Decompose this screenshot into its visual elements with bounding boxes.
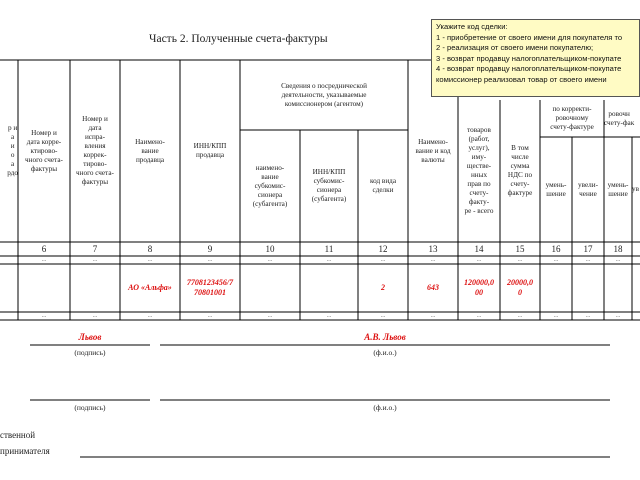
placeholder-dots: ... — [207, 313, 213, 319]
col-number: 14 — [474, 244, 484, 254]
col-number: 10 — [265, 244, 275, 254]
header-col-partial: р и а и о а рдо — [7, 124, 18, 177]
header-col14: товаров (работ, услуг), иму- ществе- нных прав по счету- факту- ре - всего — [464, 126, 494, 215]
header-col18b: ув — [632, 185, 639, 193]
tooltip-line: 3 - возврат продавцу налогоплательщиком-покупате — [436, 53, 622, 63]
currency-code: 643 — [427, 282, 439, 292]
col-number: 8 — [147, 244, 153, 254]
placeholder-dots: ... — [517, 313, 523, 319]
placeholder-dots: ... — [207, 257, 213, 263]
placeholder-dots: ... — [380, 257, 386, 263]
placeholder-dots: ... — [267, 257, 273, 263]
footer-text-1: ственной — [0, 430, 36, 440]
placeholder-dots: ... — [615, 313, 621, 319]
header-col9: ИНН/КПП продавца — [193, 142, 227, 159]
col-number: 12 — [378, 244, 388, 254]
header-agent-group: Сведения о посреднической деятельности, указываемые комиссионером (агентом) — [281, 81, 367, 108]
placeholder-dots: ... — [476, 257, 482, 263]
deal-code: 2 — [381, 282, 385, 292]
placeholder-dots: ... — [553, 313, 559, 319]
header-col15: В том числе сумма НДС по счету- фактуре — [507, 144, 533, 197]
caption-signature-2: (подпись) — [74, 402, 106, 412]
caption-fio-2: (ф.и.о.) — [373, 402, 397, 412]
header-col17: увели- чение — [578, 180, 598, 198]
tooltip-line: комиссионер реализовал товар от своего имени — [436, 74, 607, 84]
tooltip-line: 4 - возврат продавцу налогоплательщиком-покупате — [436, 64, 622, 73]
placeholder-dots: ... — [92, 257, 98, 263]
placeholder-dots: ... — [476, 313, 482, 319]
header-col13: Наимено- вание и код валюты — [415, 137, 451, 164]
caption-fio-1: (ф.и.о.) — [373, 347, 397, 357]
col-number: 9 — [207, 244, 213, 254]
placeholder-dots: ... — [517, 257, 523, 263]
placeholder-dots: ... — [147, 313, 153, 319]
tooltip-line: 1 - приобретение от своего имени для покупателя то — [436, 32, 623, 42]
col-number: 13 — [428, 244, 438, 254]
placeholder-dots: ... — [147, 257, 153, 263]
signature-1: Львов — [78, 332, 102, 343]
placeholder-dots: ... — [92, 313, 98, 319]
header-col16: умень- шение — [545, 180, 567, 198]
header-col7: Номер и дата испра- вления коррек- тирово- чного счета- фактуры — [76, 115, 114, 186]
col-number: 15 — [515, 244, 525, 254]
vat-amount: 20000,0 0 — [507, 277, 533, 297]
placeholder-dots: ... — [41, 257, 47, 263]
col-number: 16 — [551, 244, 561, 254]
placeholder-dots: ... — [430, 313, 436, 319]
placeholder-dots: ... — [585, 313, 591, 319]
col-number: 11 — [324, 244, 334, 254]
page-title: Часть 2. Полученные счета-фактуры — [149, 33, 328, 45]
placeholder-dots: ... — [326, 313, 332, 319]
placeholder-dots: ... — [267, 313, 273, 319]
col-number: 17 — [583, 244, 593, 254]
caption-signature-1: (подпись) — [74, 347, 106, 357]
placeholder-dots: ... — [41, 313, 47, 319]
header-col8: Наимено- вание продавца — [135, 137, 165, 164]
col-number: 7 — [92, 244, 98, 254]
deal-code-tooltip — [431, 19, 640, 97]
total-amount: 120000,0 00 — [464, 277, 494, 297]
placeholder-dots: ... — [585, 257, 591, 263]
seller-inn: 7708123456/7 70801001 — [186, 277, 234, 297]
col-number: 6 — [41, 244, 47, 254]
header-col10: наимено- вание субкомис- сионера (субагента) — [252, 163, 288, 208]
header-col6: Номер и дата корре- ктирово- чного счета- фактуры — [25, 128, 63, 173]
col-number: 18 — [613, 244, 623, 254]
placeholder-dots: ... — [430, 257, 436, 263]
header-col11: ИНН/КПП субкомис- сионера (субагента) — [311, 168, 347, 203]
footer-text-2: принимателя — [0, 446, 50, 456]
fio-1: А.В. Львов — [364, 332, 406, 343]
tooltip-line: 2 - реализация от своего имени покупателю; — [436, 43, 594, 52]
placeholder-dots: ... — [615, 257, 621, 263]
placeholder-dots: ... — [553, 257, 559, 263]
tooltip-line: Укажите код сделки: — [436, 22, 508, 31]
header-col12: код вида сделки — [369, 177, 397, 194]
header-group-18: ровочн счету-фак — [604, 109, 635, 127]
placeholder-dots: ... — [326, 257, 332, 263]
header-col18: умень- шение — [607, 180, 629, 198]
seller-name: АО «Альфа» — [128, 282, 172, 292]
header-group-16-17: по корректи- ровочному счету-фактуре — [550, 105, 594, 131]
placeholder-dots: ... — [380, 313, 386, 319]
